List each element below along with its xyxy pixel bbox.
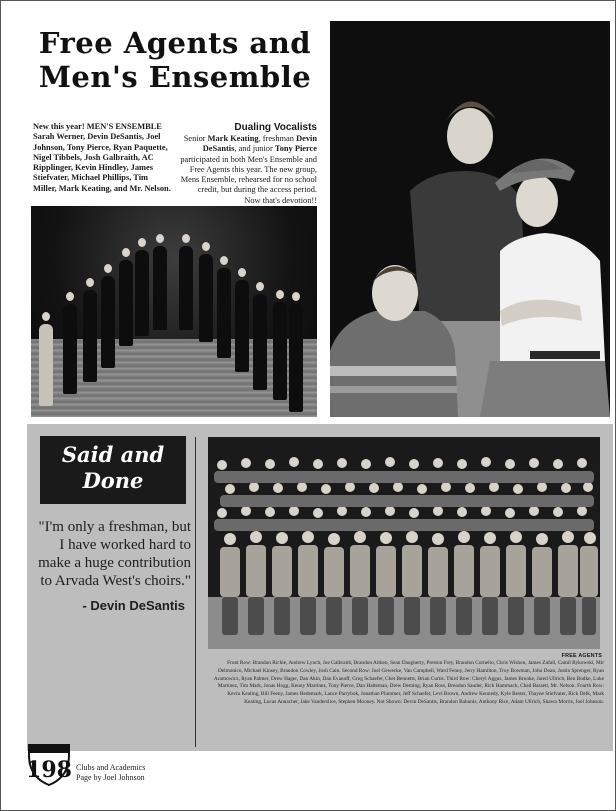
- ensemble-member-head: [202, 242, 210, 251]
- ensemble-member-head: [66, 292, 74, 301]
- ensemble-member: [101, 276, 115, 368]
- title-line-2: Men's Ensemble: [38, 60, 312, 94]
- caption-heading: FREE AGENTS: [561, 653, 602, 659]
- blurb-name-2: Devin DeSantis: [202, 134, 317, 154]
- ensemble-member-head: [292, 292, 300, 301]
- ensemble-member: [199, 254, 213, 342]
- ensemble-member: [273, 302, 287, 400]
- blurb-text-4: participated in both Men's Ensemble and Free Agents this year. The new group, Mens Ensemble, rehearsed for no school credit, but during the access period. Now that's devotion!!: [180, 154, 317, 205]
- said-and-done-line-2: Done: [82, 468, 144, 493]
- ensemble-member-head: [238, 268, 246, 277]
- free-agents-caption: Front Row: Brandon Richie, Andrew Lynch, Joe Galbraith, Brandon Aitken, Sean Daugherty, Preston Frey, Brandon Cornelio, Chris Wishon, James Zufall, Camil Rykowski, Mir Delmonico, Michael Kinsey, Brandon Cowley, Josh Cain. Second Row: Joel Gewecke, Van Campbell, Ward Fenny, Jerry Hamilton, Troy Bowman, John Doan, Justin Sprenger, Ryan Aramowicz, Ryan Palmer, Drew Hager, Dan Akin, Dan Evanoff, Greg Schaefer, Chet Bennetts, Brian Curtis. Third Row: Cheryl Aggus, James Brooke, Jared Ullrich, Ben Budke, Luke Martinez, Tim Mark, Jonas Hogg, Kenny Martinez, Tony Pierce, Dan Halteman, Drew Deming, Ryan Ross, Brendon Sauder, Rick Hammack, Chad Bassett, Mr. Nelson. Fourth Row: Kevin Keating, Bill Feeny, James Hedemark, Lance Parrybok, Jonathan Plummer, Jeff Schaefer, Levi Brown, Andrew Kennedy, Kyle Bester, Thayne Stiefvater, Rick Delk, Mark Keating, Lucas Annacher, Jake Vanderslice, Stephen Mooney. Not Shown: Devin DeSantis, Brandon Babunis, Anthony Rice, Adam Ullrich, Shawn Morris, Joel Johnson.: [213, 660, 604, 705]
- ensemble-member: [235, 280, 249, 372]
- ensemble-member-head: [42, 312, 50, 321]
- ensemble-member-head: [104, 264, 112, 273]
- page-number: 198: [26, 757, 72, 783]
- footer-section: Clubs and Academics: [76, 763, 146, 772]
- pull-quote-author: - Devin DeSantis: [82, 598, 185, 613]
- ensemble-member: [217, 268, 231, 358]
- pull-quote: "I'm only a freshman, but I have worked hard to make a huge contribution to Arvada West's choirs.": [38, 519, 191, 589]
- free-agents-group-photo: [208, 437, 600, 649]
- ensemble-member-head: [138, 238, 146, 247]
- vocalists-illustration: [330, 21, 610, 417]
- ensemble-member: [135, 250, 149, 336]
- ensemble-roster-lead: New this year! MEN'S ENSEMBLE: [33, 122, 162, 131]
- footer-byline: Page by Joel Johnson: [76, 773, 145, 782]
- blurb-name-3: Tony Pierce: [274, 144, 317, 154]
- blurb-text-3: , and junior: [234, 144, 275, 154]
- blurb-text-1: Senior: [183, 134, 208, 143]
- ensemble-member: [83, 290, 97, 382]
- dual-vocalists-blurb: [180, 122, 317, 206]
- ensemble-member: [179, 246, 193, 330]
- said-and-done-line-1: Said and: [61, 442, 165, 467]
- ensemble-member: [153, 246, 167, 330]
- ensemble-member-head: [256, 282, 264, 291]
- ensemble-member: [119, 260, 133, 346]
- free-agents-illustration: [208, 437, 600, 649]
- ensemble-member-head: [276, 290, 284, 299]
- mens-ensemble-photo: [31, 206, 317, 417]
- ensemble-member-head: [182, 234, 190, 243]
- blurb-text-2: , freshman: [258, 134, 297, 143]
- ensemble-member-head: [220, 256, 228, 265]
- ensemble-member: [39, 324, 53, 406]
- ensemble-member: [289, 304, 303, 412]
- ensemble-member-head: [122, 248, 130, 257]
- ensemble-roster-names: Sarah Werner, Devin DeSantis, Joel Johnson, Tony Pierce, Ryan Paquette, Nigel Tibbels, Josh Galbraith, AC Ripplinger, Kevin Hindley, James Stiefvater, Michael Phillips, Tim Miller, Mark Keating, and Mr. Nelson.: [33, 132, 171, 193]
- said-and-done-heading: [40, 436, 186, 504]
- ensemble-member-head: [86, 278, 94, 287]
- ensemble-roster: [33, 122, 173, 194]
- title-line-1: Free Agents and: [38, 26, 312, 60]
- ensemble-member: [253, 294, 267, 390]
- dual-vocalists-heading: Dualing Vocalists: [234, 122, 317, 133]
- page-title: [30, 26, 320, 94]
- dual-vocalists-photo: [330, 21, 610, 417]
- ensemble-member: [63, 304, 77, 394]
- panel-divider: [195, 437, 196, 747]
- ensemble-member-head: [156, 234, 164, 243]
- blurb-name-1: Mark Keating: [207, 134, 259, 143]
